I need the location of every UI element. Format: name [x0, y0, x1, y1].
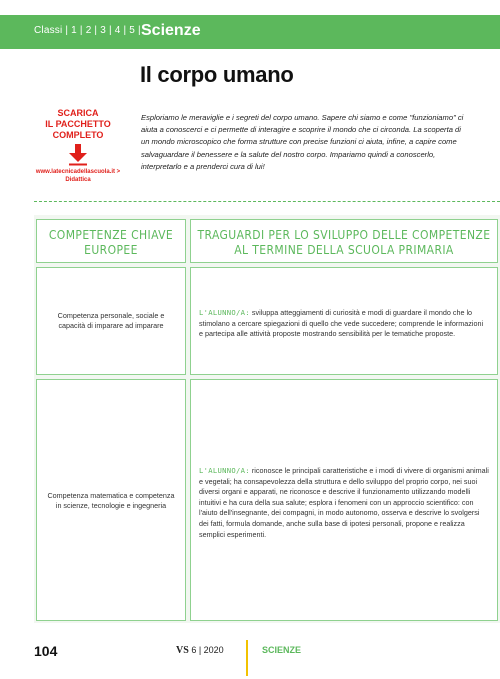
table-row-goal	[190, 379, 498, 621]
intro-paragraph: Esploriamo le meraviglie e i segreti del corpo umano. Sapere chi siamo e come "funzioniamo" ci aiuta a conoscerci e ci permette di interagire e scoprire il mondo che ci circonda. La scoperta di un mondo microscopico che forma strutture con precise funzioni ci aiuta, infine, a capire come salvaguardare il benessere e la salute del nostro corpo. Impariamo quindi a conoscerlo, interpretarlo e a prenderci cura di lui!	[141, 113, 464, 171]
header-cell-competences	[36, 219, 186, 263]
header-competences-line1: COMPETENZE CHIAVE	[48, 228, 174, 242]
goal-text	[199, 308, 489, 340]
goal-lead: L'ALUNNO/A:	[199, 308, 250, 317]
issue-number: 6 | 2020	[191, 645, 224, 655]
magazine-issue	[176, 645, 224, 656]
goal-lead: L'ALUNNO/A:	[199, 466, 250, 475]
goal-text	[199, 466, 489, 540]
download-package-link[interactable]	[34, 108, 122, 184]
page-title: Il corpo umano	[140, 62, 294, 87]
header-cell-goals	[190, 219, 498, 263]
competence-text: Competenza matematica e competenza in scienze, tecnologie e ingegneria	[47, 491, 175, 510]
page-number: 104	[34, 643, 58, 659]
footer-separator	[246, 640, 248, 676]
table-row-competence	[36, 267, 186, 375]
magazine-logo: VS	[176, 645, 189, 656]
header-goals-line1: TRAGUARDI PER LO SVILUPPO DELLE COMPETENZE	[197, 228, 491, 242]
download-arrow-icon	[69, 144, 87, 166]
competence-text: Competenza personale, sociale e capacità di imparare ad imparare	[57, 311, 165, 330]
goal-body: sviluppa atteggiamenti di curiosità e modi di guardare il mondo che lo stimolano a cercare spiegazioni di quello che vede succedere; comprende le informazioni e partecipa alle attività proposte mostrando sensibilità per le tematiche proposte.	[199, 308, 484, 339]
download-label: SCARICA IL PACCHETTO COMPLETO	[45, 108, 111, 140]
competences-table	[34, 215, 500, 623]
subject-title: Scienze	[141, 22, 201, 39]
classes-label: Classi | 1 | 2 | 3 | 4 | 5 |	[34, 25, 141, 36]
header-goals-line2: AL TERMINE DELLA SCUOLA PRIMARIA	[234, 243, 454, 257]
header-competences-line2: EUROPEE	[84, 243, 138, 257]
table-row-goal	[190, 267, 498, 375]
section-divider	[34, 201, 500, 202]
download-url[interactable]: www.latecnicadellascuola.it > Didattica	[35, 169, 121, 183]
goal-body: riconosce le principali caratteristiche e i modi di vivere di organismi animali e vegetali; ha consapevolezza della struttura e dello sviluppo del proprio corpo, nei suoi diversi organi e apparati, ne riconosce e descrive il funzionamento utilizzando modelli intuitivi e ha cura della sua salute; esplora i fenomeni con un approccio scientifico: con l'aiuto dell'insegnante, dei compagni, in modo autonomo, osserva e descrive lo svolgersi dei fatti, formula domande, anche sulla base di ipotesi personali, propone e realizza semplici esperimenti.	[199, 466, 489, 539]
table-row-competence	[36, 379, 186, 621]
header-bar	[0, 15, 500, 49]
footer-section: SCIENZE	[262, 645, 302, 655]
